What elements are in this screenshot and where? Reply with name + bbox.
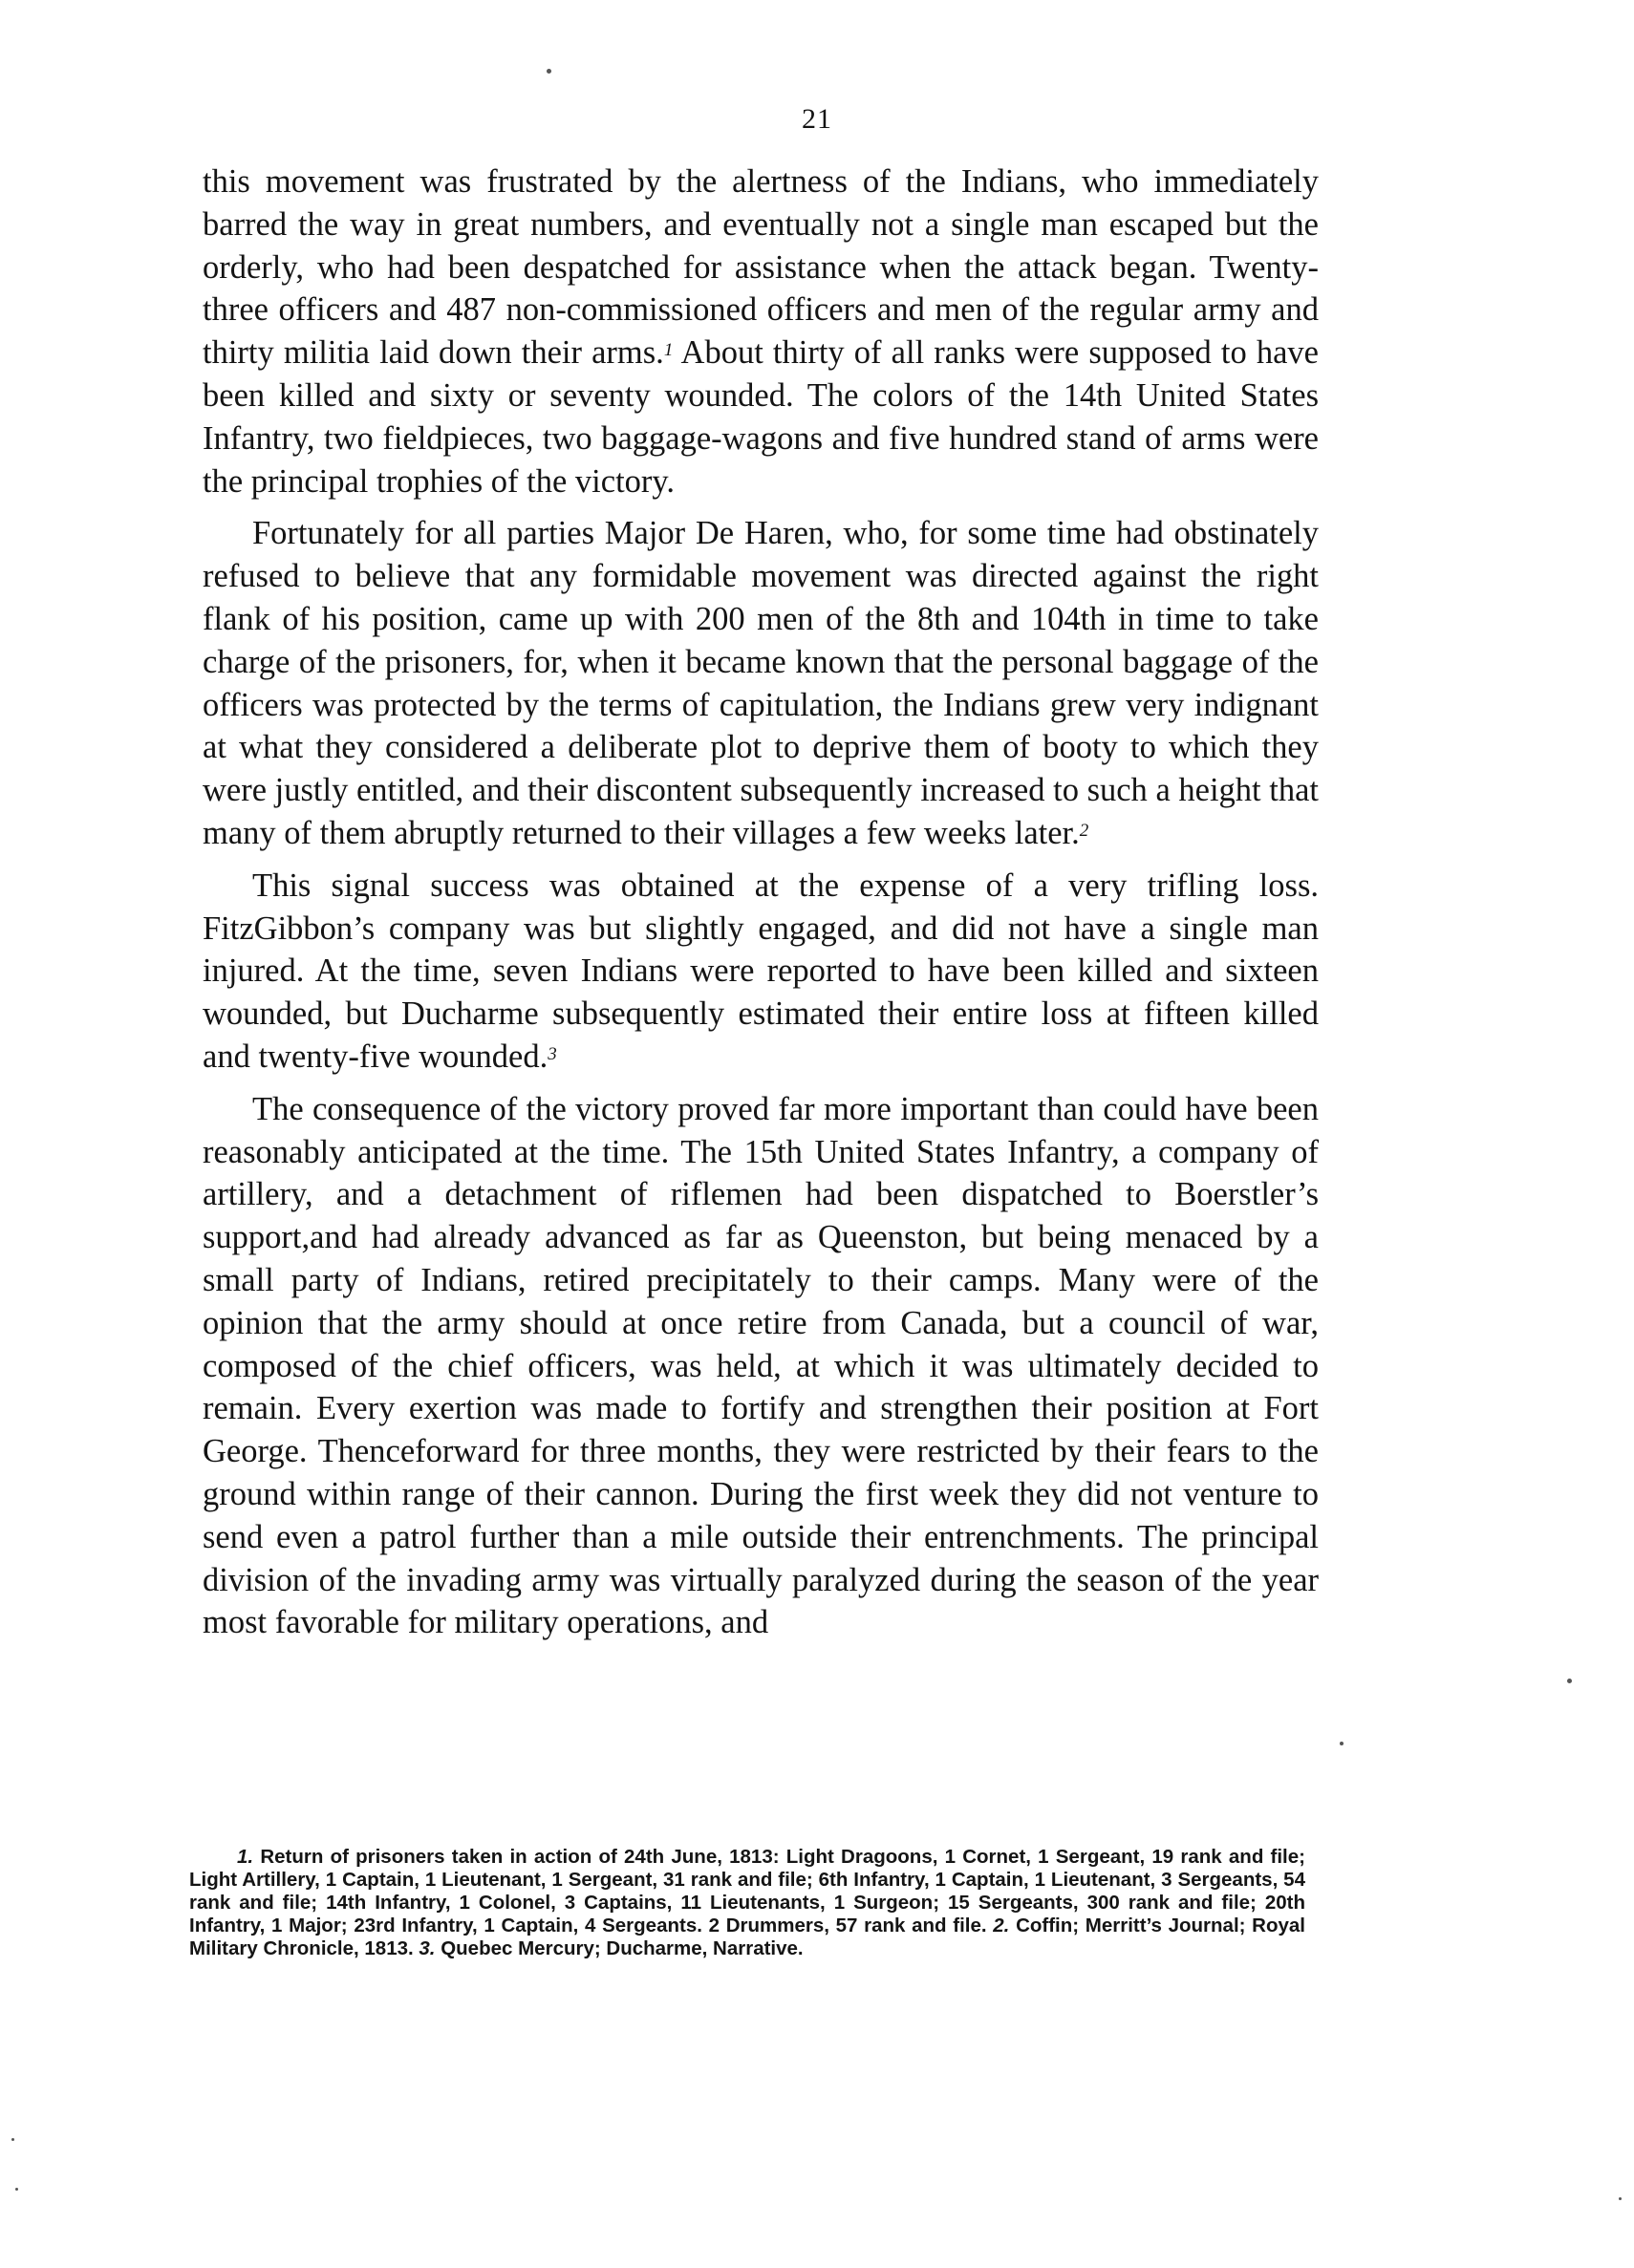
footnote-1-marker: 1. [237,1846,254,1868]
scan-speck [1567,1679,1572,1683]
footnote-block [189,1846,1305,1960]
paragraph-3-text: This signal success was obtained at the expense of a very trifling loss. FitzGibbon’s company was but slightly engaged, and did not have a single man injured. At the time, seven Indians were reported to have been killed and sixteen wounded, but Ducharme subsequently estimated their entire loss at fifteen killed and twenty-five wounded. [203,867,1319,1075]
page-number: 21 [802,103,832,135]
scan-speck [547,69,551,74]
paragraph-2-text: Fortunately for all parties Major De Haren, who, for some time had obstinately refused to believe that any formidable movement was directed against the right flank of his position, came up with 200 men of the 8th and 104th in time to take charge of the prisoners, for, when it became known that the personal baggage of the officers was protected by the terms of capitulation, the Indians grew very indignant at what they considered a deliberate plot to deprive them of booty to which they were justly entitled, and their discontent subsequently increased to such a height that many of them abruptly returned to their villages a few weeks later. [203,515,1319,851]
footnote-ref-1: 1 [663,340,674,361]
scan-speck [1619,2197,1622,2200]
footnote-ref-2: 2 [1079,820,1089,841]
paragraph-2 [203,512,1319,854]
paragraph-4-text: The consequence of the victory proved far more important than could have been reasonably anticipated at the time. The 15th United States Infantry, a company of artillery, and a detachment of riflemen had been dispatched to Boerstler’s support,and had already advanced as far as Queenston, but being menaced by a small party of Indians, retired precipitately to their camps. Many were of the opinion that the army should at once retire from Canada, but a council of war, composed of the chief officers, was held, at which it was ultimately decided to remain. Every exertion was made to fortify and strengthen their position at Fort George. Thenceforward for three months, they were restricted by their fears to the ground within range of their cannon. During the first week they did not venture to send even a patrol further than a mile outside their entrenchments. The principal division of the invading army was virtually paralyzed during the season of the year most favorable for military operations, and [203,1090,1319,1641]
paragraph-1-text-after: About thirty of all ranks were supposed to have been killed and sixty or seventy wounded. The colors of the 14th United States Infantry, two fieldpieces, two baggage-wagons and five hundred stand of arms were the principal trophies of the victory. [203,334,1319,500]
paragraph-1 [203,160,1319,503]
paragraph-4 [203,1088,1319,1644]
footnote-3-text: Quebec Mercury; Ducharme, Narrative. [441,1937,804,1959]
footnote-3-marker: 3. [419,1937,436,1959]
footnotes [189,1846,1305,1960]
scan-speck [1340,1742,1344,1745]
footnote-1-text: Return of prisoners taken in action of 24th June, 1813: Light Dragoons, 1 Cornet, 1 Sergeant, 19 rank and file; Light Artillery, 1 Captain, 1 Lieutenant, 1 Sergeant, 31 rank and file; 6th Infantry, 1 Captain, 1 Lieutenant, 3 Sergeants, 54 rank and file; 14th Infantry, 1 Colonel, 3 Captains, 11 Lieutenants, 1 Surgeon; 15 Sergeants, 300 rank and file; 20th Infantry, 1 Major; 23rd Infantry, 1 Captain, 4 Sergeants. 2 Drummers, 57 rank and file. [189,1846,1305,1936]
paragraph-1-text: this movement was frustrated by the alertness of the Indians, who immediately barred the way in great numbers, and eventually not a single man escaped but the orderly, who had been despatched for assistance when the attack began. Twenty-three officers and 487 non-commissioned officers and men of the regular army and thirty militia laid down their arms. [203,163,1319,372]
footnote-2-text: Coffin; Merritt’s Journal; Royal Military Chronicle, 1813. [189,1915,1305,1959]
footnote-2-marker: 2. [993,1915,1010,1936]
scan-speck [11,2138,14,2141]
scan-speck [15,2188,18,2191]
paragraph-3 [203,865,1319,1079]
body-text [203,160,1319,1654]
footnote-ref-3: 3 [548,1043,557,1064]
